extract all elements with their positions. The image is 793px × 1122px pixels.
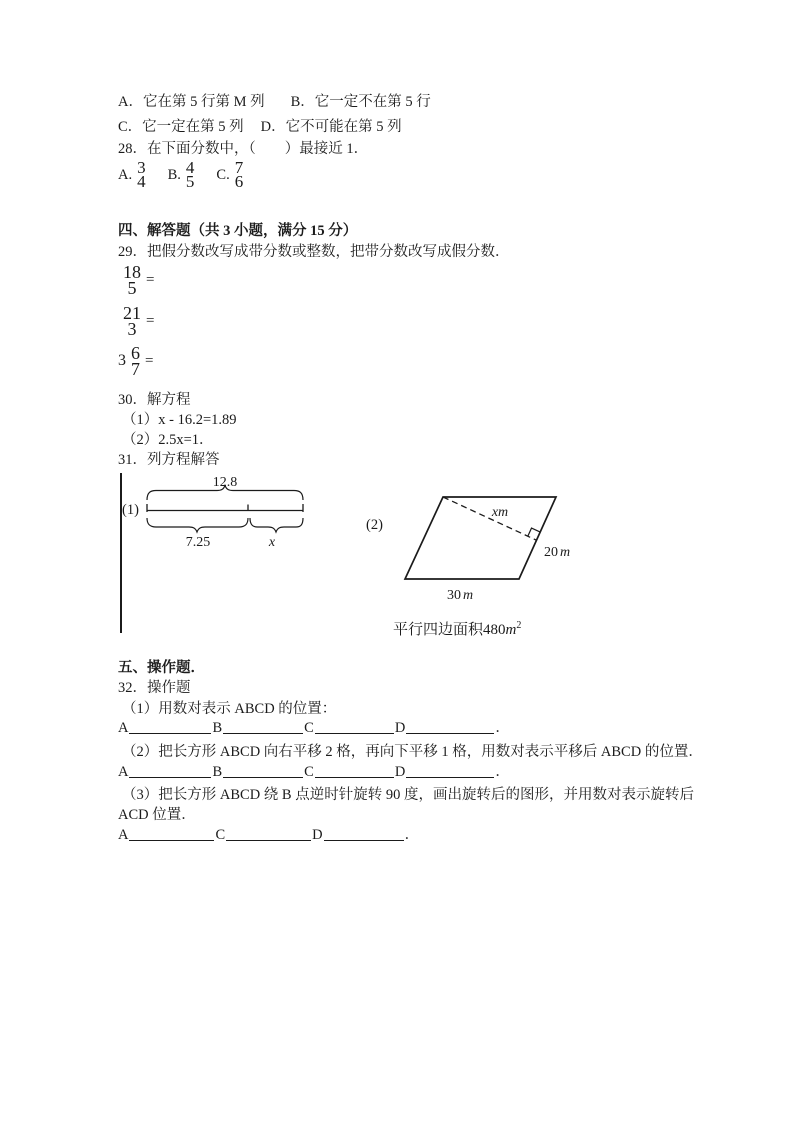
fraction-4-5 [185, 158, 195, 191]
whole-number: 3 [118, 352, 126, 369]
blank-letter-c: C [215, 827, 226, 843]
equals-sign: = [146, 272, 155, 288]
parallelogram-area-caption [393, 617, 521, 639]
q30-equation-2: （2）2.5x=1． [122, 432, 214, 448]
q27-option-a: A．它在第 5 行第 M 列 [118, 94, 265, 110]
segment-bar [147, 504, 303, 512]
unknown-part-label: x [268, 535, 276, 550]
numerator: 18 [123, 262, 141, 282]
q28-option-b-label: B. [167, 167, 181, 183]
section5-heading: 五、操作题． [118, 660, 205, 676]
equals-sign: = [145, 353, 154, 369]
parallelogram-diagram [393, 489, 603, 604]
period: ． [404, 827, 420, 843]
left-border-line [120, 473, 122, 633]
answer-blank [226, 828, 311, 841]
q32-stem: 32．操作题 [118, 680, 191, 696]
q28-option-a [118, 158, 146, 191]
q27-options-row1 [118, 93, 431, 111]
blank-letter-d: D [394, 720, 406, 736]
denominator: 5 [127, 278, 137, 298]
q29-stem: 29．把假分数改写成带分数或整数，把带分数改写成假分数． [118, 244, 510, 260]
q27-option-d: D．它不可能在第 5 列 [260, 119, 402, 135]
q28-option-c-label: C. [216, 167, 230, 183]
blank-letter-a: A [118, 764, 129, 780]
numerator: 3 [137, 158, 146, 177]
answer-blank [129, 828, 214, 841]
answer-blank [315, 721, 394, 734]
q30-equation-1: （1）x - 16.2=1.89 [122, 412, 237, 428]
q28-stem: 28．在下面分数中，（ ）最接近 1． [118, 141, 369, 157]
blank-letter-c: C [304, 764, 314, 780]
q29-item-2 [118, 305, 154, 337]
answer-blank [315, 765, 394, 778]
answer-blank [324, 828, 404, 841]
blank-letter-b: B [212, 764, 223, 780]
under-brace-left [147, 518, 248, 532]
fraction-18-5 [123, 264, 141, 296]
denominator: 3 [127, 319, 137, 339]
period: ． [495, 720, 510, 736]
caption-text: 平行四边面积 [393, 622, 484, 638]
area-unit: m [505, 622, 517, 638]
q32-part2-answer-line [118, 764, 510, 780]
blank-letter-c: C [304, 720, 314, 736]
q29-item-3 [118, 345, 153, 377]
fraction-3-4 [137, 158, 146, 191]
q31-stem: 31．列方程解答 [118, 452, 220, 468]
denominator: 7 [131, 359, 140, 379]
denominator: 5 [185, 172, 195, 191]
numerator: 7 [234, 158, 244, 177]
blank-letter-a: A [118, 720, 129, 736]
left-part-label: 7.25 [185, 535, 211, 550]
equals-sign: = [146, 313, 155, 329]
bar-model-diagram [140, 469, 312, 553]
q27-option-c: C．它一定在第 5 列 [118, 119, 244, 135]
q32-part3-text-line1: （3）把长方形 ABCD 绕 B 点逆时针旋转 90 度，画出旋转后的图形，并用数对表示旋转后 [122, 787, 694, 803]
q32-part3-text-line2: ACD 位置． [118, 807, 196, 823]
q32-part3-answer-line [118, 827, 419, 843]
total-length-label: 12.8 [212, 475, 238, 490]
blank-letter-d: D [394, 764, 406, 780]
height-dashed-line [443, 497, 536, 540]
q32-part2-text: （2）把长方形 ABCD 向右平移 2 格，再向下平移 1 格，用数对表示平移后 ABCD 的位置． [122, 744, 703, 760]
q28-option-c [216, 158, 244, 191]
answer-blank [129, 765, 211, 778]
blank-letter-a: A [118, 827, 129, 843]
answer-blank [129, 721, 211, 734]
fraction-21-3 [123, 305, 141, 337]
answer-blank [406, 765, 494, 778]
section4-heading: 四、解答题（共 3 小题，满分 15 分） [118, 223, 358, 239]
numerator: 21 [123, 303, 141, 323]
area-exponent: 2 [516, 620, 522, 631]
under-brace-right [250, 518, 303, 532]
q27-option-b: B．它一定不在第 5 行 [290, 94, 431, 110]
q32-part1-text: （1）用数对表示 ABCD 的位置： [122, 701, 337, 717]
q30-stem: 30．解方程 [118, 392, 191, 408]
fraction-6-7 [131, 345, 140, 377]
denominator: 6 [234, 172, 244, 191]
blank-letter-b: B [212, 720, 223, 736]
q29-item-1 [118, 264, 154, 296]
q32-part1-answer-line [118, 720, 510, 736]
base-length-unit: m [463, 588, 474, 603]
period: ． [495, 764, 510, 780]
numerator: 4 [185, 158, 195, 177]
base-length-value: 30 [447, 588, 461, 603]
side-length-unit: m [560, 545, 571, 560]
answer-blank [223, 765, 303, 778]
q28-options [118, 158, 244, 191]
q31-part1-label: (1) [122, 502, 139, 518]
blank-letter-d: D [312, 827, 323, 843]
fraction-7-6 [234, 158, 244, 191]
area-value: 480 [483, 622, 506, 638]
q28-option-a-label: A. [118, 167, 133, 183]
q28-option-b [167, 158, 195, 191]
parallelogram-outline [405, 497, 556, 579]
q27-options-row2 [118, 118, 402, 136]
side-length-value: 20 [544, 545, 558, 560]
q31-part2-label: (2) [366, 517, 383, 533]
answer-blank [223, 721, 303, 734]
answer-blank [406, 721, 494, 734]
numerator: 6 [131, 343, 140, 363]
denominator: 4 [137, 172, 146, 191]
height-label: xm [491, 505, 509, 520]
